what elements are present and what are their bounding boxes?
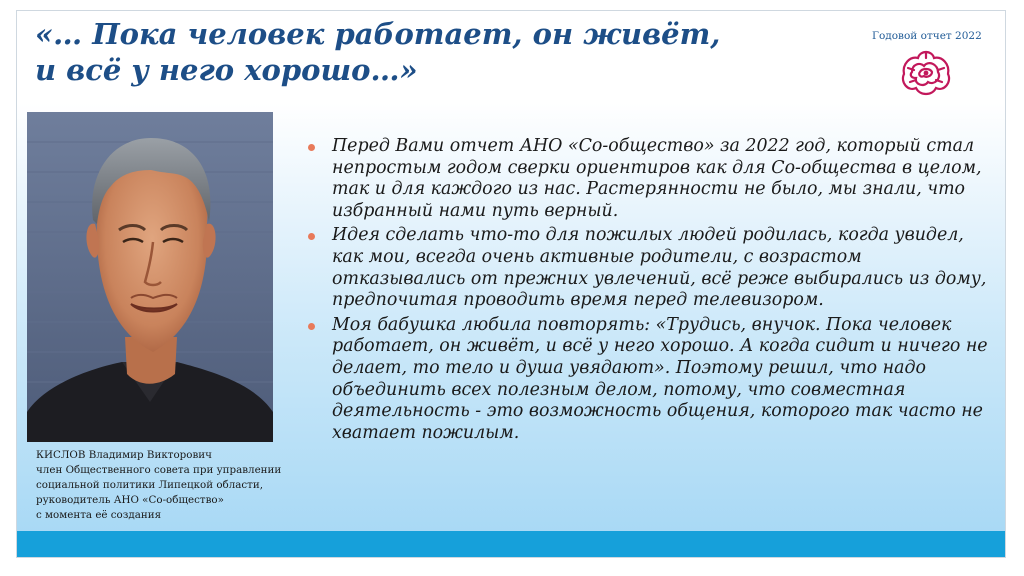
list-item-text: Перед Вами отчет АНО «Со-общество» за 2022 год, который стал непростым годом сверки ориентиров как для Со-общества в целом, так и для каждого из нас. Растерянности не было, мы знали, что избранный нами путь верный. bbox=[332, 136, 982, 221]
list-item-text: Моя бабушка любила повторять: «Трудись, внучок. Пока человек работает, он живёт, и всё у него хорошо. А когда сидит и ничего не делает, то тело и душа увядают». Поэтому решил, что надо объединить всех полезным делом, потому, что совместная деятельность - это возможность общения, которого так часто не хватает пожилым. bbox=[332, 314, 988, 443]
caption-line: социальной политики Липецкой области, bbox=[36, 479, 264, 491]
title-line-2: и всё у него хорошо…» bbox=[35, 53, 418, 87]
slide-frame bbox=[16, 10, 1006, 558]
title-line-1: «… Пока человек работает, он живёт, bbox=[35, 17, 721, 51]
caption-line: руководитель АНО «Со-общество» bbox=[36, 494, 224, 506]
caption-line: КИСЛОВ Владимир Викторович bbox=[36, 449, 212, 461]
caption-line: член Общественного совета при управлении bbox=[36, 464, 282, 476]
list-item-text: Идея сделать что-то для пожилых людей родилась, когда увидел, как мои, всегда очень активные родители, с возрастом отказывались от прежних увлечений, всё реже выбирались из дому, предпочитая проводить время перед телевизором. bbox=[332, 225, 987, 311]
caption-line: с момента её создания bbox=[36, 509, 162, 521]
report-label: Годовой отчет 2022 bbox=[872, 30, 982, 42]
